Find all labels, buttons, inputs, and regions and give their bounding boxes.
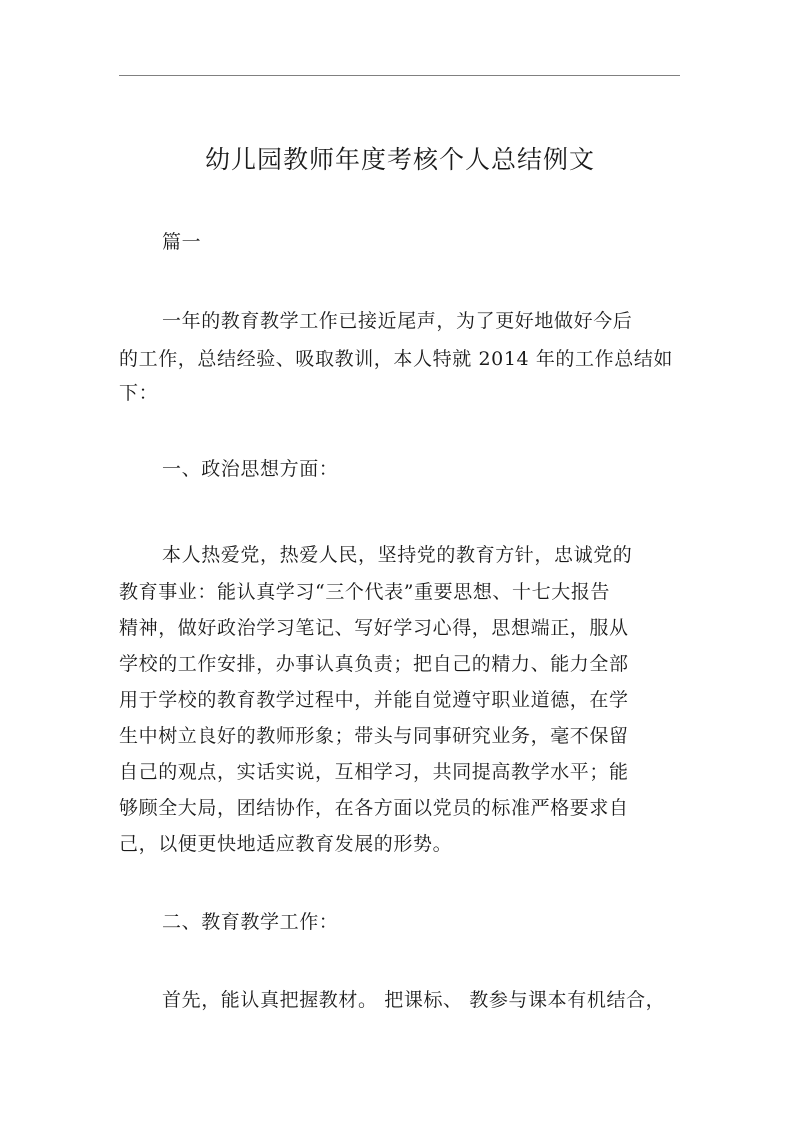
paragraph1-line-5: 用于学校的教育教学过程中，并能自觉遵守职业道德，在学: [119, 689, 629, 711]
paragraph1-line-1: 本人热爱党，热爱人民，坚持党的教育方针，忠诚党的: [162, 544, 633, 566]
paragraph2-line-1: 首先，能认真把握教材。 把课标、 教参与课本有机结合，: [162, 989, 666, 1011]
section-label: 篇一: [162, 231, 202, 253]
heading-political: 一、政治思想方面：: [162, 458, 339, 480]
document-title: 幼儿园教师年度考核个人总结例文: [204, 145, 595, 174]
paragraph1-line-2: 教育事业：能认真学习“三个代表”重要思想、十七大报告: [119, 581, 611, 603]
intro-line-2: 的工作，总结经验、吸取教训，本人特就 2014 年的工作总结如: [119, 348, 674, 370]
intro-line-3: 下：: [119, 382, 159, 404]
paragraph1-line-9: 己，以便更快地适应教育发展的形势。: [119, 833, 453, 855]
paragraph1-line-6: 生中树立良好的教师形象；带头与同事研究业务，毫不保留: [119, 725, 629, 747]
heading-teaching: 二、教育教学工作：: [162, 911, 339, 933]
paragraph1-line-8: 够顾全大局，团结协作，在各方面以党员的标准严格要求自: [119, 797, 629, 819]
paragraph1-line-4: 学校的工作安排，办事认真负责；把自己的精力、能力全部: [119, 653, 629, 675]
header-rule: [119, 75, 680, 76]
intro-line-1: 一年的教育教学工作已接近尾声，为了更好地做好今后: [162, 310, 633, 332]
paragraph1-line-7: 自己的观点，实话实说，互相学习，共同提高教学水平；能: [119, 761, 629, 783]
paragraph1-line-3: 精神，做好政治学习笔记、写好学习心得，思想端正，服从: [119, 617, 629, 639]
